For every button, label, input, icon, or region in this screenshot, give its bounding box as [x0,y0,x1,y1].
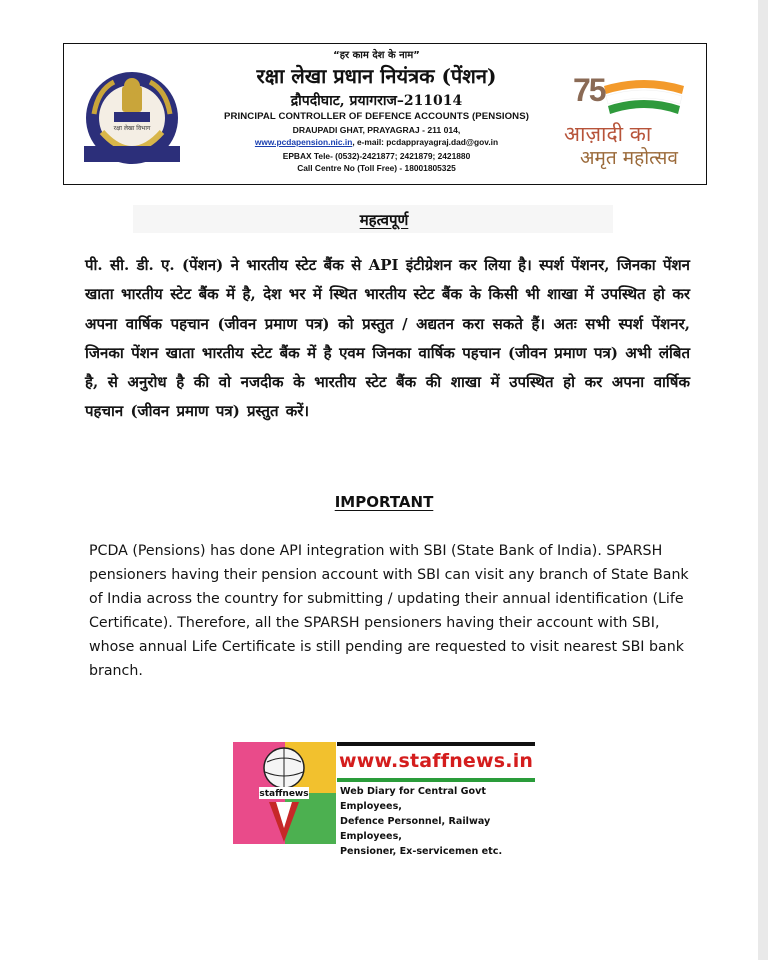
english-heading [0,493,768,511]
letterhead-motto: “हर काम देश के नाम” [333,50,420,61]
banner-tagline-1: Web Diary for Central Govt Employees, [340,786,486,812]
hindi-heading [0,210,768,230]
banner-tagline-3: Pensioner, Ex-servicemen etc. [340,846,503,857]
page-edge-strip [758,0,768,960]
letterhead-call-centre: Call Centre No (Toll Free) - 18001805325 [297,163,456,173]
hindi-heading-text: महत्वपूर्ण [359,211,409,229]
azadi-75-mark: 75 [573,72,605,108]
banner-site-name: www.staffnews.in [339,750,534,772]
staffnews-banner[interactable] [233,742,535,857]
letterhead-english-title: PRINCIPAL CONTROLLER OF DEFENCE ACCOUNTS (PENSIONS) [223,111,529,122]
staffnews-logo-icon [233,742,336,844]
banner-top-border [337,742,535,746]
website-link[interactable]: www.pcdapension.nic.in [254,137,353,147]
defence-accounts-emblem-icon [78,62,186,170]
letterhead-epbax: EPBAX Tele- (0532)-2421877; 2421879; 2421880 [282,151,471,161]
hindi-notice-body: पी. सी. डी. ए. (पेंशन) ने भारतीय स्टेट बैंक से API इंटीग्रेशन कर लिया है। स्पर्श पेंशनर, जिनका पेंशन खाता भारतीय स्टेट बैंक में है, देश भर में स्थित भारतीय स्टेट बैंक के किसी भी शाखा में उपस्थित हो कर अपना वार्षिक पहचान (जीवन प्रमाण पत्र) को प्रस्तुत / अद्यतन करा सकते हैं। अतः सभी स्पर्श पेंशनर, जिनका पेंशन खाता भारतीय स्टेट बैंक में है एवम जिनका वार्षिक पहचान (जीवन प्रमाण पत्र) अभी लंबित है, से अनुरोध है की वो नजदीक के भारतीय स्टेट बैंक की शाखा में उपस्थित हो कर अपना वार्षिक पहचान (जीवन प्रमाण पत्र) प्रस्तुत करें। [85,256,690,421]
svg-text:staffnews: staffnews [259,789,309,799]
letterhead-hindi-title: रक्षा लेखा प्रधान नियंत्रक (पेंशन) [256,64,497,88]
letterhead-english-address: DRAUPADI GHAT, PRAYAGRAJ - 211 014, [292,125,461,135]
letterhead-hindi-address: द्रौपदीघाट, प्रयागराज–211014 [290,93,463,109]
english-heading-text: IMPORTANT [334,493,434,511]
banner-tagline-2: Defence Personnel, Railway Employees, [340,816,491,842]
letterhead [63,43,707,185]
banner-tagline [340,784,534,859]
letterhead-contact-line [189,137,564,147]
azadi-line-1: आज़ादी का [564,122,652,146]
svg-text:रक्षा लेखा विभाग: रक्षा लेखा विभाग [113,125,151,132]
english-notice-body: PCDA (Pensions) has done API integration with SBI (State Bank of India). SPARSH pensioners having their pension account with SBI can visit any branch of State Bank of India across the country for submitting / updating their annual identification (Life Certificate). Therefore, all the SPARSH pensioners having their account with SBI, whose annual Life Certificate is still pending are requested to visit nearest SBI bank branch. [89,543,689,679]
email-text: , e-mail: pcdapprayagraj.dad@gov.in [352,137,499,147]
azadi-line-2: अमृत महोत्सव [580,147,678,169]
banner-divider [337,778,535,782]
